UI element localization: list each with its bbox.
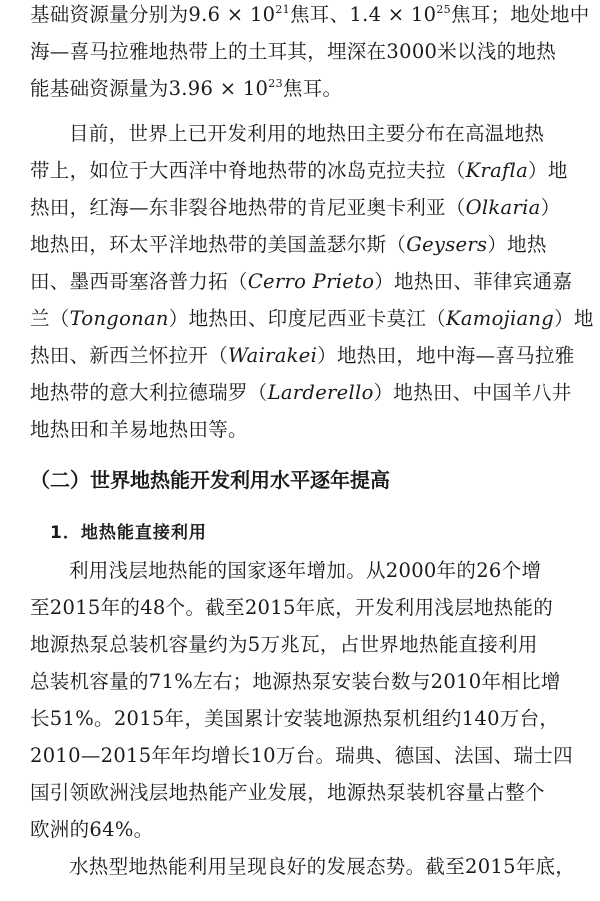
text-span: 基础资源量分别为9.6 × 10 — [30, 3, 276, 26]
latin-name: Tongonan — [69, 307, 169, 330]
text-line: 总装机容量的71%左右；地源热泵安装台数与2010年相比增 — [30, 670, 561, 693]
text-line: 目前，世界上已开发利用的地热田主要分布在高温地热 — [69, 122, 545, 145]
text-span: 能基础资源量为3.96 × 10 — [30, 77, 269, 100]
section-heading: （二）世界地热能开发利用水平逐年提高 — [30, 468, 390, 492]
text-line — [30, 263, 590, 300]
sub-heading: 1．地热能直接利用 — [50, 523, 207, 543]
latin-name: Krafla — [465, 159, 529, 182]
latin-name: Geysers — [406, 233, 488, 256]
text-span: 焦耳；地处地中 — [450, 3, 590, 26]
text-span: ）地热田，地中海—喜马拉雅 — [317, 344, 575, 367]
text-span: ）地热田、中国羊八井 — [373, 381, 572, 404]
latin-name: Olkaria — [465, 196, 541, 219]
latin-name: Cerro Prieto — [247, 270, 375, 293]
text-span: ）地热田、印度尼西亚卡莫江（ — [168, 307, 446, 330]
text-line — [30, 152, 590, 189]
exponent: 23 — [268, 77, 283, 90]
text-line — [30, 337, 590, 374]
latin-name: Larderello — [267, 381, 374, 404]
text-span: ）地热田、菲律宾通嘉 — [374, 270, 573, 293]
text-line: 海—喜马拉雅地热带上的土耳其，埋深在3000米以浅的地热 — [30, 40, 557, 63]
latin-name: Wairakei — [228, 344, 318, 367]
text-line — [30, 0, 590, 33]
text-line: 地源热泵总装机容量约为5万兆瓦，占世界地热能直接利用 — [30, 633, 538, 656]
text-span: 地热带的意大利拉德瑞罗（ — [30, 381, 268, 404]
paragraph-geothermal-fields — [30, 115, 594, 448]
text-span: 带上，如位于大西洋中脊地热带的冰岛克拉夫拉（ — [30, 159, 466, 182]
text-line — [30, 189, 590, 226]
text-span: ）地热 — [487, 233, 547, 256]
text-line: 利用浅层地热能的国家逐年增加。从2000年的26个增 — [69, 559, 542, 582]
text-span: 焦耳。 — [282, 77, 343, 100]
text-span: ）地 — [554, 307, 594, 330]
paragraph-shallow-geothermal — [30, 552, 590, 848]
text-span: ）地 — [528, 159, 568, 182]
document-page — [30, 0, 594, 885]
text-span: 热田，红海—东非裂谷地热带的肯尼亚奥卡利亚（ — [30, 196, 466, 219]
text-span: 焦耳、1.4 × 10 — [289, 3, 437, 26]
text-span: 兰（ — [30, 307, 70, 330]
text-span: 田、墨西哥塞洛普力拓（ — [30, 270, 248, 293]
exponent: 25 — [436, 3, 451, 16]
text-line: 国引领欧洲浅层地热能产业发展，地源热泵装机容量占整个 — [30, 781, 545, 804]
text-line: 长51%。2015年，美国累计安装地源热泵机组约140万台， — [30, 707, 560, 730]
text-line — [30, 300, 594, 337]
text-line: 地热田和羊易地热田等。 — [30, 418, 248, 441]
latin-name: Kamojiang — [445, 307, 555, 330]
text-line — [30, 70, 590, 107]
text-line: 至2015年的48个。截至2015年底，开发利用浅层地热能的 — [30, 596, 554, 619]
text-span: 地热田，环太平洋地热带的美国盖瑟尔斯（ — [30, 233, 407, 256]
text-line: 水热型地热能利用呈现良好的发展态势。截至2015年底， — [69, 855, 576, 878]
paragraph-hydrothermal — [30, 848, 590, 885]
text-line: 欧洲的64%。 — [30, 818, 154, 841]
exponent: 21 — [275, 3, 290, 16]
text-line — [30, 226, 590, 263]
text-span: ） — [540, 196, 561, 219]
text-line: 2010—2015年年均增长10万台。瑞典、德国、法国、瑞士四 — [30, 744, 573, 767]
paragraph-resources — [30, 0, 590, 107]
text-span: 热田、新西兰怀拉开（ — [30, 344, 229, 367]
text-line — [30, 374, 590, 411]
